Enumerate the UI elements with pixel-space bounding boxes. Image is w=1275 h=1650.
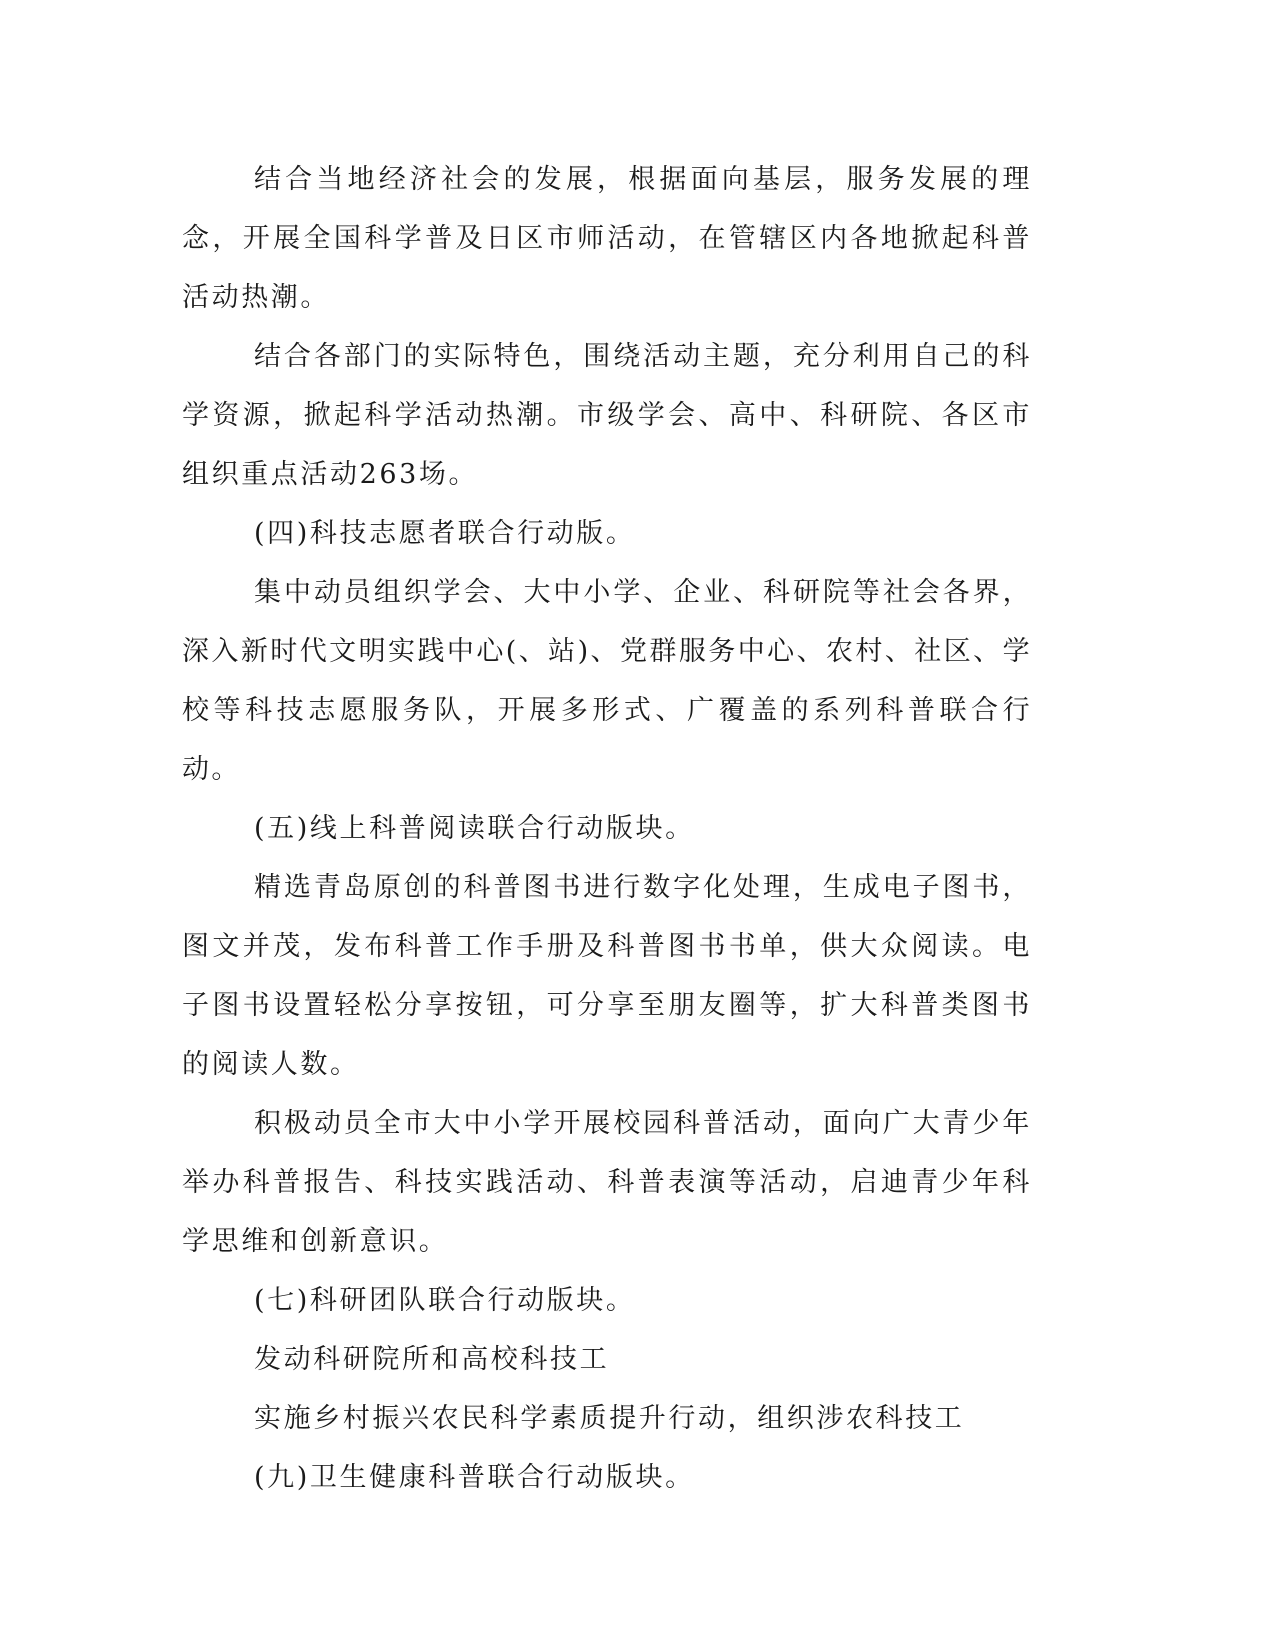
paragraph-4: 精选青岛原创的科普图书进行数字化处理，生成电子图书，图文并茂，发布科普工作手册及科普图书书单，供大众阅读。电子图书设置轻松分享按钮，可分享至朋友圈等，扩大科普类图书的阅读人数。 bbox=[182, 872, 1032, 1080]
paragraph-5: 积极动员全市大中小学开展校园科普活动，面向广大青少年举办科普报告、科技实践活动、科普表演等活动，启迪青少年科学思维和创新意识。 bbox=[182, 1108, 1032, 1257]
section-heading-4: (四)科技志愿者联合行动版。 bbox=[254, 518, 636, 549]
section-heading-9: (九)卫生健康科普联合行动版块。 bbox=[254, 1462, 695, 1493]
document-page bbox=[182, 150, 1032, 1507]
section-heading-5: (五)线上科普阅读联合行动版块。 bbox=[254, 813, 695, 844]
paragraph-1: 结合当地经济社会的发展，根据面向基层，服务发展的理念，开展全国科学普及日区市师活动，在管辖区内各地掀起科普活动热潮。 bbox=[182, 164, 1032, 313]
paragraph-7: 实施乡村振兴农民科学素质提升行动，组织涉农科技工 bbox=[254, 1403, 965, 1434]
paragraph-6: 发动科研院所和高校科技工 bbox=[254, 1344, 610, 1375]
paragraph-2: 结合各部门的实际特色，围绕活动主题，充分利用自己的科学资源，掀起科学活动热潮。市级学会、高中、科研院、各区市组织重点活动263场。 bbox=[182, 341, 1032, 490]
paragraph-3: 集中动员组织学会、大中小学、企业、科研院等社会各界，深入新时代文明实践中心(、站)、党群服务中心、农村、社区、学校等科技志愿服务队，开展多形式、广覆盖的系列科普联合行动。 bbox=[182, 577, 1032, 785]
section-heading-7: (七)科研团队联合行动版块。 bbox=[254, 1285, 636, 1316]
